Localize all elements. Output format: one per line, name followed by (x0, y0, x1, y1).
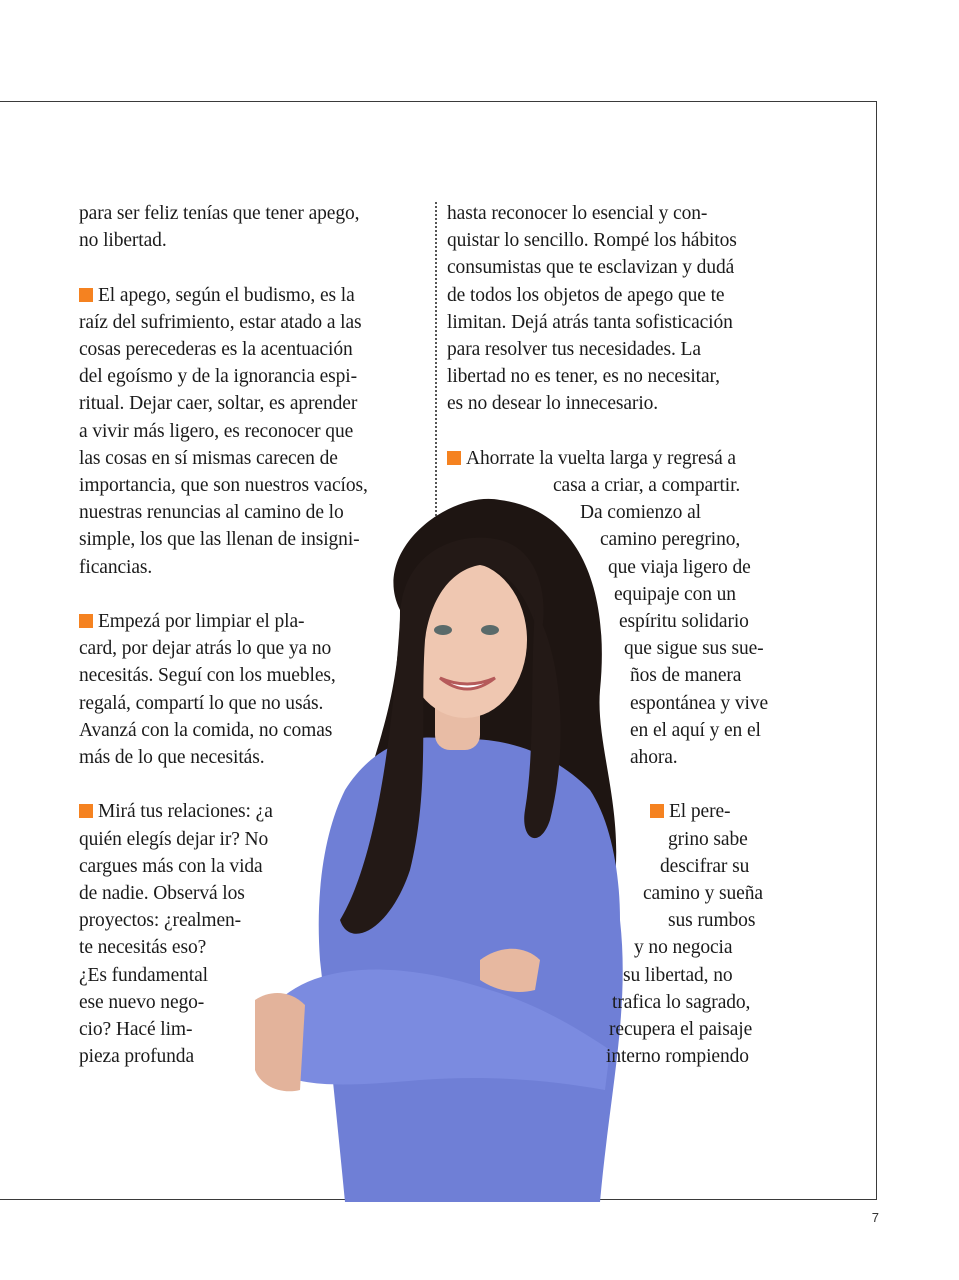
right-column-line (650, 801, 730, 823)
line-text: ahora. (630, 747, 678, 768)
line-text: espontánea y vive (630, 692, 768, 714)
line-text: las cosas en sí mismas carecen de (79, 447, 338, 469)
line-text: su libertad, no (623, 964, 733, 986)
left-column-line (79, 883, 245, 905)
line-text: necesitás. Seguí con los muebles, (79, 665, 336, 687)
line-text: simple, los que las llenan de insigni- (79, 529, 360, 551)
line-text: Mirá tus relaciones: ¿a (98, 801, 273, 823)
line-text: regalá, compartí lo que no usás. (79, 692, 324, 714)
line-text: para resolver tus necesidades. La (447, 339, 701, 360)
line-text: a vivir más ligero, es reconocer que (79, 420, 354, 442)
left-column-line (79, 557, 152, 579)
line-text: que viaja ligero de (608, 556, 751, 578)
line-text: recupera el paisaje (609, 1019, 753, 1040)
line-text: cargues más con la vida (79, 855, 263, 877)
right-column-line (447, 230, 737, 252)
line-text: interno rompiendo (606, 1046, 749, 1068)
right-eye (481, 625, 499, 635)
line-text: trafica lo sagrado, (612, 991, 751, 1013)
left-column-line (79, 801, 273, 823)
line-text: Ahorrate la vuelta larga y regresá a (466, 447, 736, 469)
right-column-line (630, 720, 761, 742)
line-text: libertad no es tener, es no necesitar, (447, 366, 720, 388)
right-column-line (447, 393, 658, 415)
left-column-line (79, 720, 332, 742)
right-column-line (553, 475, 740, 497)
right-column-line (668, 910, 755, 932)
right-column-line (447, 203, 707, 225)
left-column-line (79, 421, 353, 443)
line-text: raíz del sufrimiento, estar atado a las (79, 311, 362, 333)
line-text: hasta reconocer lo esencial y con- (447, 203, 708, 224)
line-text: Empezá por limpiar el pla- (98, 611, 305, 632)
woman-photo (250, 490, 650, 1202)
right-column-line (630, 747, 678, 769)
left-column-line (79, 747, 265, 769)
left-column-line (79, 910, 241, 932)
line-text: camino peregrino, (600, 529, 741, 551)
line-text: ritual. Dejar caer, soltar, es aprender (79, 393, 358, 415)
line-text: El apego, según el budismo, es la (98, 284, 355, 306)
right-column-line (614, 584, 736, 606)
right-column-line (606, 1046, 749, 1068)
line-text: proyectos: ¿realmen- (79, 910, 242, 932)
right-column-line (447, 366, 720, 388)
line-text: nuestras renuncias al camino de lo (79, 502, 344, 524)
line-text: cosas perecederas es la acentuación (79, 339, 353, 360)
right-column-line (447, 339, 701, 361)
line-text: sus rumbos (668, 910, 756, 932)
right-column-line (624, 638, 764, 660)
left-column-line (79, 393, 357, 415)
left-column-line (79, 339, 353, 361)
left-column-line (79, 1046, 194, 1068)
orange-bullet-icon (447, 451, 461, 465)
line-text: y no negocia (634, 937, 733, 959)
right-column-line (643, 883, 763, 905)
right-column-line (447, 448, 736, 470)
line-text: descifrar su (660, 855, 750, 877)
right-column-line (608, 557, 751, 579)
left-column-line (79, 829, 268, 851)
line-text: equipaje con un (614, 583, 736, 605)
line-text: ños de manera (630, 665, 742, 687)
right-column-line (660, 856, 749, 878)
line-text: que sigue sus sue- (624, 638, 764, 660)
line-text: del egoísmo y de la ignorancia espi- (79, 366, 357, 388)
line-text: ¿Es fundamental (79, 964, 208, 986)
orange-bullet-icon (79, 614, 93, 628)
left-column-line (79, 312, 362, 334)
left-column-line (79, 856, 263, 878)
right-column-line (619, 611, 749, 633)
line-text: card, por dejar atrás lo que ya no (79, 638, 332, 660)
left-column-line (79, 366, 357, 388)
right-column-line (668, 829, 748, 851)
line-text: de nadie. Observá los (79, 883, 245, 904)
left-column-line (79, 638, 331, 660)
line-text: para ser feliz tenías que tener apego, (79, 203, 360, 224)
orange-bullet-icon (650, 804, 664, 818)
line-text: Da comienzo al (580, 502, 701, 524)
right-column-line (447, 285, 724, 307)
lower-arm-skin (255, 993, 305, 1091)
line-text: es no desear lo innecesario. (447, 393, 659, 415)
left-column-line (79, 937, 206, 959)
line-text: pieza profunda (79, 1046, 195, 1068)
left-column-line (79, 1019, 192, 1041)
blue-top (319, 737, 623, 1202)
line-text: en el aquí y en el (630, 719, 761, 741)
left-column-line (79, 965, 208, 987)
line-text: cio? Hacé lim- (79, 1019, 193, 1040)
line-text: ese nuevo nego- (79, 991, 205, 1013)
right-column-line (447, 257, 734, 279)
right-column-line (630, 665, 741, 687)
orange-bullet-icon (79, 288, 93, 302)
line-text: te necesitás eso? (79, 937, 207, 959)
right-column-line (580, 502, 701, 524)
left-column-line (79, 475, 368, 497)
right-column-line (600, 529, 740, 551)
left-eye (434, 625, 452, 635)
right-column-line (612, 992, 750, 1014)
line-text: limitan. Dejá atrás tanta sofisticación (447, 311, 733, 333)
line-text: consumistas que te esclavizan y dudá (447, 257, 735, 279)
line-text: camino y sueña (643, 883, 763, 904)
line-text: Avanzá con la comida, no comas (79, 719, 333, 741)
right-column-line (634, 937, 732, 959)
line-text: no libertad. (79, 230, 167, 252)
line-text: ficancias. (79, 556, 153, 578)
left-column-line (79, 448, 338, 470)
left-column-line (79, 529, 360, 551)
page-number: 7 (871, 1210, 879, 1225)
left-column-line (79, 502, 344, 524)
right-column-line (623, 965, 733, 987)
left-column-line (79, 693, 323, 715)
line-text: casa a criar, a compartir. (553, 475, 741, 496)
left-column-line (79, 665, 336, 687)
line-text: espíritu solidario (619, 611, 749, 632)
line-text: de todos los objetos de apego que te (447, 284, 725, 306)
left-column-line (79, 611, 304, 633)
line-text: El pere- (669, 801, 731, 823)
left-column-line (79, 992, 204, 1014)
right-column-line (630, 693, 768, 715)
orange-bullet-icon (79, 804, 93, 818)
left-column-line (79, 230, 167, 252)
right-column-line (447, 312, 733, 334)
line-text: grino sabe (668, 828, 748, 850)
line-text: quistar lo sencillo. Rompé los hábitos (447, 230, 737, 252)
right-column-line (609, 1019, 752, 1041)
left-column-line (79, 203, 359, 225)
left-column-line (79, 285, 355, 307)
line-text: importancia, que son nuestros vacíos, (79, 475, 368, 496)
line-text: más de lo que necesitás. (79, 747, 265, 768)
line-text: quién elegís dejar ir? No (79, 828, 269, 850)
